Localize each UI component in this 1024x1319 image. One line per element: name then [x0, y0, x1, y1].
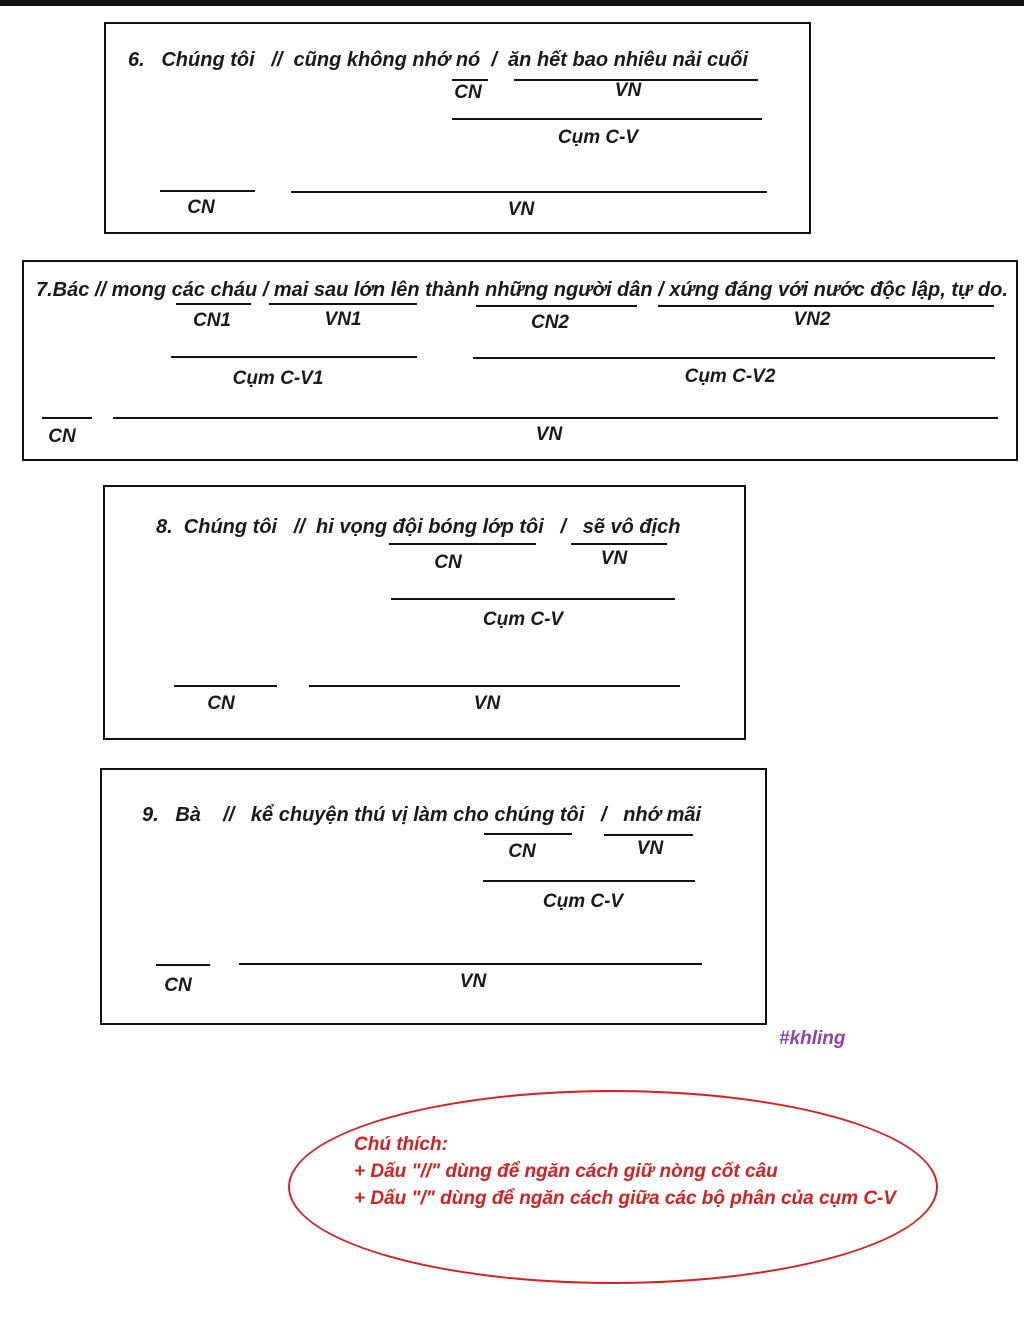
label-vn-inner-9: VN [636, 838, 664, 859]
underline-cn-inner-6 [452, 79, 488, 81]
underline-vn-6 [291, 191, 767, 193]
underline-vn-9 [239, 963, 702, 965]
label-cn-9: CN [164, 975, 192, 996]
underline-cluster2-7 [473, 357, 995, 359]
label-cn1-7: CN1 [192, 310, 232, 331]
underline-vn-inner-9 [604, 834, 693, 836]
label-cluster-6: Cụm C-V [557, 127, 639, 148]
underline-cn-inner-9 [484, 833, 572, 835]
underline-cn-8 [174, 685, 277, 687]
label-cn-8: CN [207, 693, 235, 714]
underline-vn1-7 [269, 303, 417, 305]
label-vn1-7: VN1 [324, 309, 362, 330]
label-cn-inner-8: CN [434, 552, 462, 573]
underline-cn-7 [42, 417, 92, 419]
label-vn-8: VN [473, 693, 501, 714]
author-hashtag: #khling [779, 1028, 846, 1049]
underline-cluster1-7 [171, 356, 417, 358]
label-vn-inner-6: VN [614, 80, 642, 101]
label-cn-inner-6: CN [454, 82, 482, 103]
label-cn-7: CN [48, 426, 76, 447]
underline-cluster-6 [452, 118, 762, 120]
sentence-8-text: 8. Chúng tôi // hi vọng đội bóng lớp tôi / sẽ vô địch [156, 516, 681, 538]
underline-cn1-7 [176, 303, 251, 305]
legend-line-2: + Dấu "/" dùng để ngăn cách giữa các bộ phân của cụm C-V [354, 1188, 897, 1209]
label-vn2-7: VN2 [793, 309, 831, 330]
underline-vn-inner-8 [571, 543, 667, 545]
label-cluster2-7: Cụm C-V2 [684, 366, 776, 387]
legend-title: Chú thích: [354, 1134, 448, 1155]
underline-cn-6 [160, 190, 255, 192]
top-border [0, 0, 1024, 6]
label-vn-inner-8: VN [600, 548, 628, 569]
underline-cn2-7 [476, 305, 637, 307]
underline-cn-inner-8 [389, 543, 536, 545]
label-cluster-9: Cụm C-V [542, 891, 624, 912]
underline-vn-7 [113, 417, 998, 419]
sentence-9-text: 9. Bà // kể chuyện thú vị làm cho chúng tôi / nhớ mãi [142, 804, 702, 826]
label-cn2-7: CN2 [530, 312, 570, 333]
sentence-7-text: 7.Bác // mong các cháu / mai sau lớn lên thành những người dân / xứng đáng với nước độc lập, tự do. [36, 279, 1008, 301]
label-cn-6: CN [187, 197, 215, 218]
label-cluster1-7: Cụm C-V1 [232, 368, 324, 389]
label-cluster-8: Cụm C-V [482, 609, 564, 630]
label-cn-inner-9: CN [508, 841, 536, 862]
label-vn-7: VN [535, 424, 563, 445]
underline-vn2-7 [658, 305, 994, 307]
legend-line-1: + Dấu "//" dùng để ngăn cách giữ nòng cốt câu [354, 1161, 778, 1182]
label-vn-6: VN [507, 199, 535, 220]
underline-vn-8 [309, 685, 680, 687]
underline-cn-9 [156, 964, 210, 966]
underline-cluster-9 [483, 880, 695, 882]
label-vn-9: VN [459, 971, 487, 992]
underline-cluster-8 [391, 598, 675, 600]
sentence-6-text: 6. Chúng tôi // cũng không nhớ nó / ăn hết bao nhiêu nải cuối [128, 49, 749, 71]
